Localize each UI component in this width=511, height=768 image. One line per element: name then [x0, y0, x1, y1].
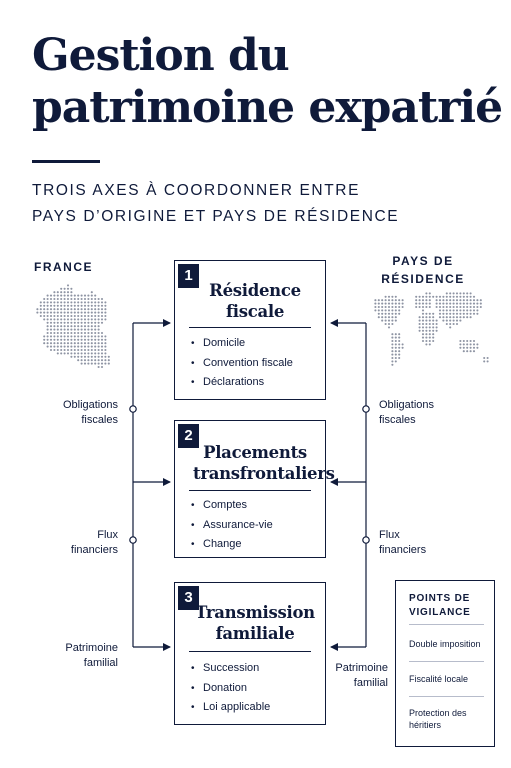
vigilance-divider: [409, 696, 484, 697]
axis-title: [193, 442, 335, 484]
connector-node: [130, 537, 136, 543]
list-item: • Domicile: [191, 334, 293, 354]
list-item: • Convention fiscale: [191, 354, 293, 374]
vigilance-divider: [409, 624, 484, 625]
left-patrimoine-line-1: Patrimoine: [65, 642, 118, 654]
right-obligations-line-2: fiscales: [379, 414, 416, 426]
left-patrimoine-line-2: familial: [83, 657, 118, 669]
right-patrimoine-line-1: Patrimoine: [335, 662, 388, 674]
vigilance-title-line-2: VIGILANCE: [409, 607, 471, 618]
connector-node: [130, 406, 136, 412]
axis-card-placements-transfrontaliers: [174, 420, 335, 558]
right-flux-label: [379, 528, 459, 558]
left-obligations-line-1: Obligations: [62, 399, 118, 411]
vigilance-item: Fiscalité locale: [409, 674, 469, 684]
right-obligations-line-1: Obligations: [379, 399, 435, 411]
left-flux-line-1: Flux: [97, 529, 118, 541]
right-flux-line-2: financiers: [379, 544, 427, 556]
axis-number-badge: 2: [178, 424, 199, 448]
axis-item-list: [191, 496, 273, 555]
title-line-1: Gestion du: [32, 30, 289, 81]
country-france-text: FRANCE: [34, 260, 93, 274]
list-item: • Loi applicable: [191, 698, 270, 718]
list-item: • Change: [191, 535, 273, 555]
right-flux-line-1: Flux: [379, 529, 400, 541]
vigilance-item: Protection des héritiers: [409, 708, 467, 730]
axis-title-line-1: Résidence: [209, 281, 301, 300]
axis-divider: [189, 651, 311, 652]
right-patrimoine-label: [334, 661, 388, 691]
connector-node: [363, 406, 369, 412]
subtitle-line-1: TROIS AXES À COORDONNER ENTRE: [32, 182, 361, 199]
vigilance-title: [409, 592, 471, 620]
country-residence-line-1: PAYS DE: [392, 254, 454, 268]
vigilance-title-line-1: POINTS DE: [409, 593, 471, 604]
subtitle-line-2: PAYS D’ORIGINE ET PAYS DE RÉSIDENCE: [32, 208, 400, 225]
axis-number-badge: 1: [178, 264, 199, 288]
list-item: • Donation: [191, 679, 270, 699]
axis-card-transmission-familiale: [174, 582, 326, 725]
right-patrimoine-line-2: familial: [353, 677, 388, 689]
axis-item-list: [191, 334, 293, 393]
axis-number-badge: 3: [178, 586, 199, 610]
list-item: • Succession: [191, 659, 270, 679]
axis-title-line-1: Placements: [203, 443, 307, 462]
axis-item-list: [191, 659, 270, 718]
vigilance-divider: [409, 661, 484, 662]
vigilance-box: [395, 580, 495, 747]
axis-title: [193, 602, 317, 644]
left-obligations-line-2: fiscales: [81, 414, 118, 426]
list-item: • Déclarations: [191, 373, 293, 393]
list-item: • Comptes: [191, 496, 273, 516]
right-obligations-label: [379, 398, 459, 428]
axis-divider: [189, 490, 311, 491]
axis-title: [193, 280, 317, 322]
country-residence-line-2: RÉSIDENCE: [381, 272, 465, 286]
title-line-2: patrimoine expatrié: [32, 82, 503, 133]
vigilance-item: Double imposition: [409, 639, 481, 649]
world-dotted-map-icon: [374, 292, 488, 366]
france-map-dots: [36, 284, 110, 368]
left-patrimoine-label: [40, 641, 118, 671]
axis-title-line-2: familiale: [215, 624, 295, 643]
left-flux-label: [40, 528, 118, 558]
axis-card-residence-fiscale: [174, 260, 326, 400]
connector-node: [363, 537, 369, 543]
axis-title-line-2: transfrontaliers: [193, 464, 335, 483]
left-flux-line-2: financiers: [70, 544, 118, 556]
axis-divider: [189, 327, 311, 328]
axis-title-line-2: fiscale: [225, 302, 285, 321]
list-item: • Assurance-vie: [191, 516, 273, 536]
left-obligations-label: [40, 398, 118, 428]
axis-title-line-1: Transmission: [195, 603, 315, 622]
